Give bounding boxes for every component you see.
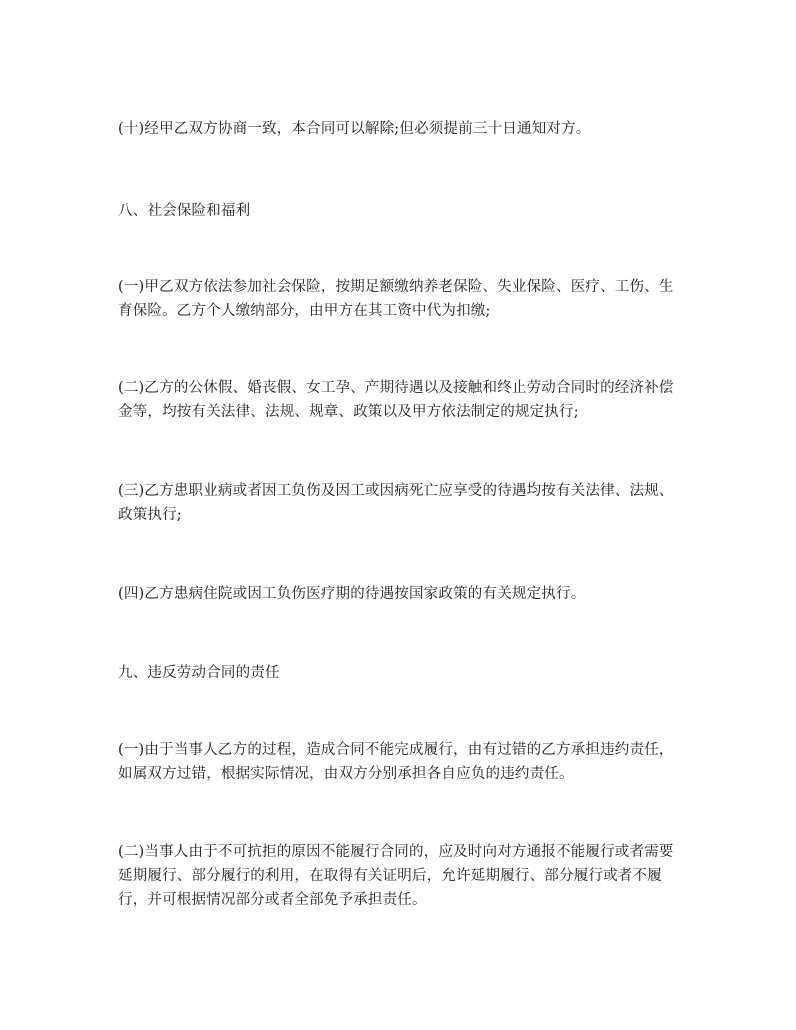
paragraph-liability-clause-1: (一)由于当事人乙方的过程，造成合同不能完成履行，由有过错的乙方承担违约责任，如属双方过错，根据实际情况，由双方分别承担各自应负的违约责任。 (118, 742, 674, 782)
paragraph-insurance-clause-1: (一)甲乙双方依法参加社会保险，按期足额缴纳养老保险、失业保险、医疗、工伤、生育保险。乙方个人缴纳部分，由甲方在其工资中代为扣缴; (118, 279, 674, 319)
paragraph-clause-10-termination: (十)经甲乙双方协商一致，本合同可以解除;但必须提前三十日通知对方。 (118, 121, 591, 137)
paragraph-insurance-clause-3: (三)乙方患职业病或者因工负伤及因工或因病死亡应享受的待遇均按有关法律、法规、政策执行; (118, 483, 674, 523)
paragraph-liability-clause-2: (二)当事人由于不可抗拒的原因不能履行合同的，应及时向对方通报不能履行或者需要延期履行、部分履行的利用，在取得有关证明后，允许延期履行、部分履行或者不履行，并可根据情况部分或者全部免予承担责任。 (118, 844, 674, 908)
paragraph-insurance-clause-2: (二)乙方的公休假、婚丧假、女工孕、产期待遇以及接触和终止劳动合同时的经济补偿金等，均按有关法律、法规、规章、政策以及甲方依法制定的规定执行; (118, 380, 674, 420)
section-heading-breach-liability: 九、违反劳动合同的责任 (118, 665, 280, 681)
paragraph-insurance-clause-4: (四)乙方患病住院或因工负伤医疗期的待遇按国家政策的有关规定执行。 (118, 586, 586, 602)
section-heading-social-insurance: 八、社会保险和福利 (118, 203, 251, 219)
